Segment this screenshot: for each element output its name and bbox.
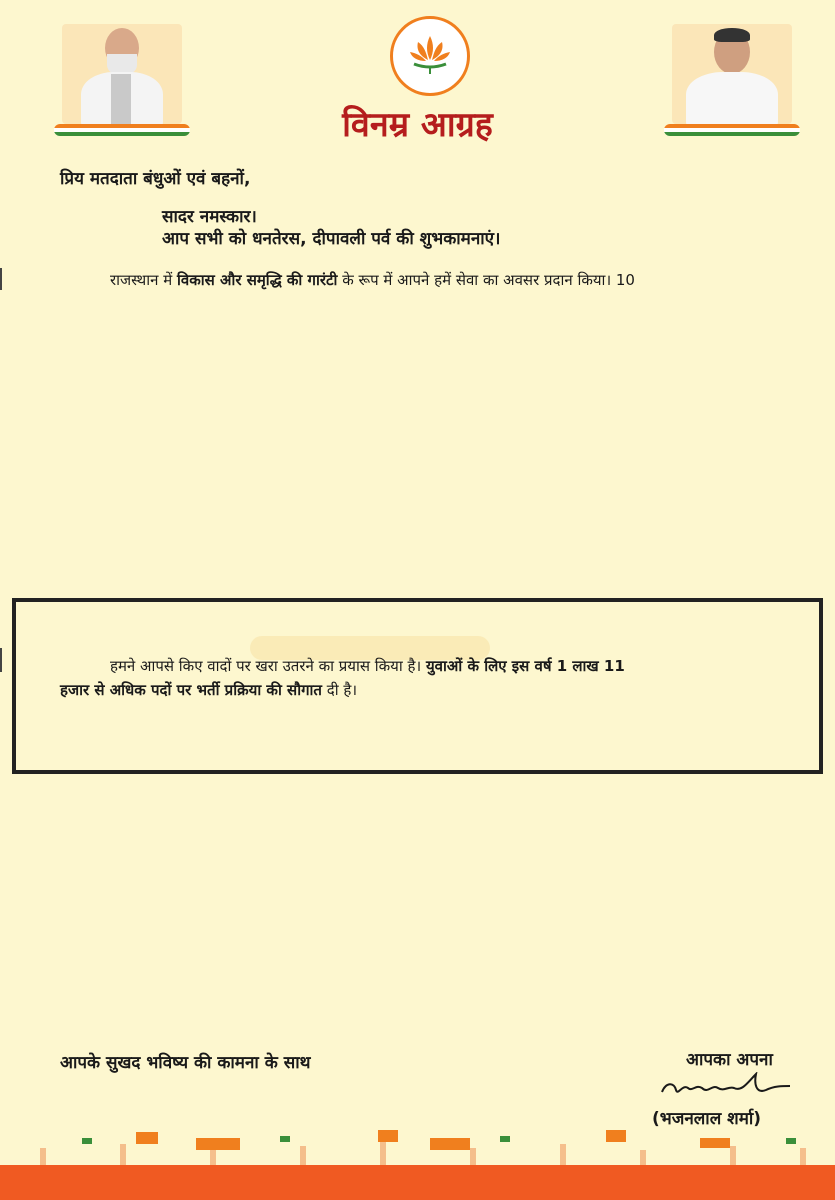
panel-line-2-bold: हजार से अधिक पदों पर भर्ती प्रक्रिया की सौगात bbox=[60, 681, 322, 699]
lotus-icon bbox=[404, 30, 456, 82]
footer-band bbox=[0, 1165, 835, 1200]
rally-crowd-decoration bbox=[0, 1130, 835, 1170]
greeting-line-1: सादर नमस्कार। bbox=[162, 207, 257, 227]
page-title: विनम्र आग्रह bbox=[342, 105, 493, 145]
paragraph-1-bold: विकास और समृद्धि की गारंटी bbox=[177, 271, 338, 289]
salutation: प्रिय मतदाता बंधुओं एवं बहनों, bbox=[60, 169, 251, 189]
paragraph-1-prefix: राजस्थान में bbox=[110, 271, 177, 289]
closing-wish: आपके सुखद भविष्य की कामना के साथ bbox=[60, 1053, 311, 1073]
panel-line-1-regular: हमने आपसे किए वादों पर खरा उतरने का प्रयास किया है। bbox=[110, 657, 426, 675]
paragraph-1-suffix: के रूप में आपने हमें सेवा का अवसर प्रदान किया। 10 bbox=[337, 271, 635, 289]
lotus-logo bbox=[390, 16, 470, 96]
panel-line-1-bold: युवाओं के लिए इस वर्ष 1 लाख 11 bbox=[425, 657, 625, 675]
panel-line-2-regular: दी है। bbox=[321, 681, 358, 699]
left-rule-bottom bbox=[0, 648, 2, 672]
signature bbox=[656, 1072, 792, 1106]
panel-line-2 bbox=[60, 680, 357, 700]
left-rule-top bbox=[0, 268, 2, 290]
greeting-line-2: आप सभी को धनतेरस, दीपावली पर्व की शुभकामनाएं। bbox=[162, 229, 501, 249]
closing-yours: आपका अपना bbox=[686, 1050, 773, 1070]
signatory-name: (भजनलाल शर्मा) bbox=[652, 1109, 762, 1129]
panel-line-1 bbox=[110, 656, 625, 676]
paragraph-1 bbox=[110, 270, 635, 290]
